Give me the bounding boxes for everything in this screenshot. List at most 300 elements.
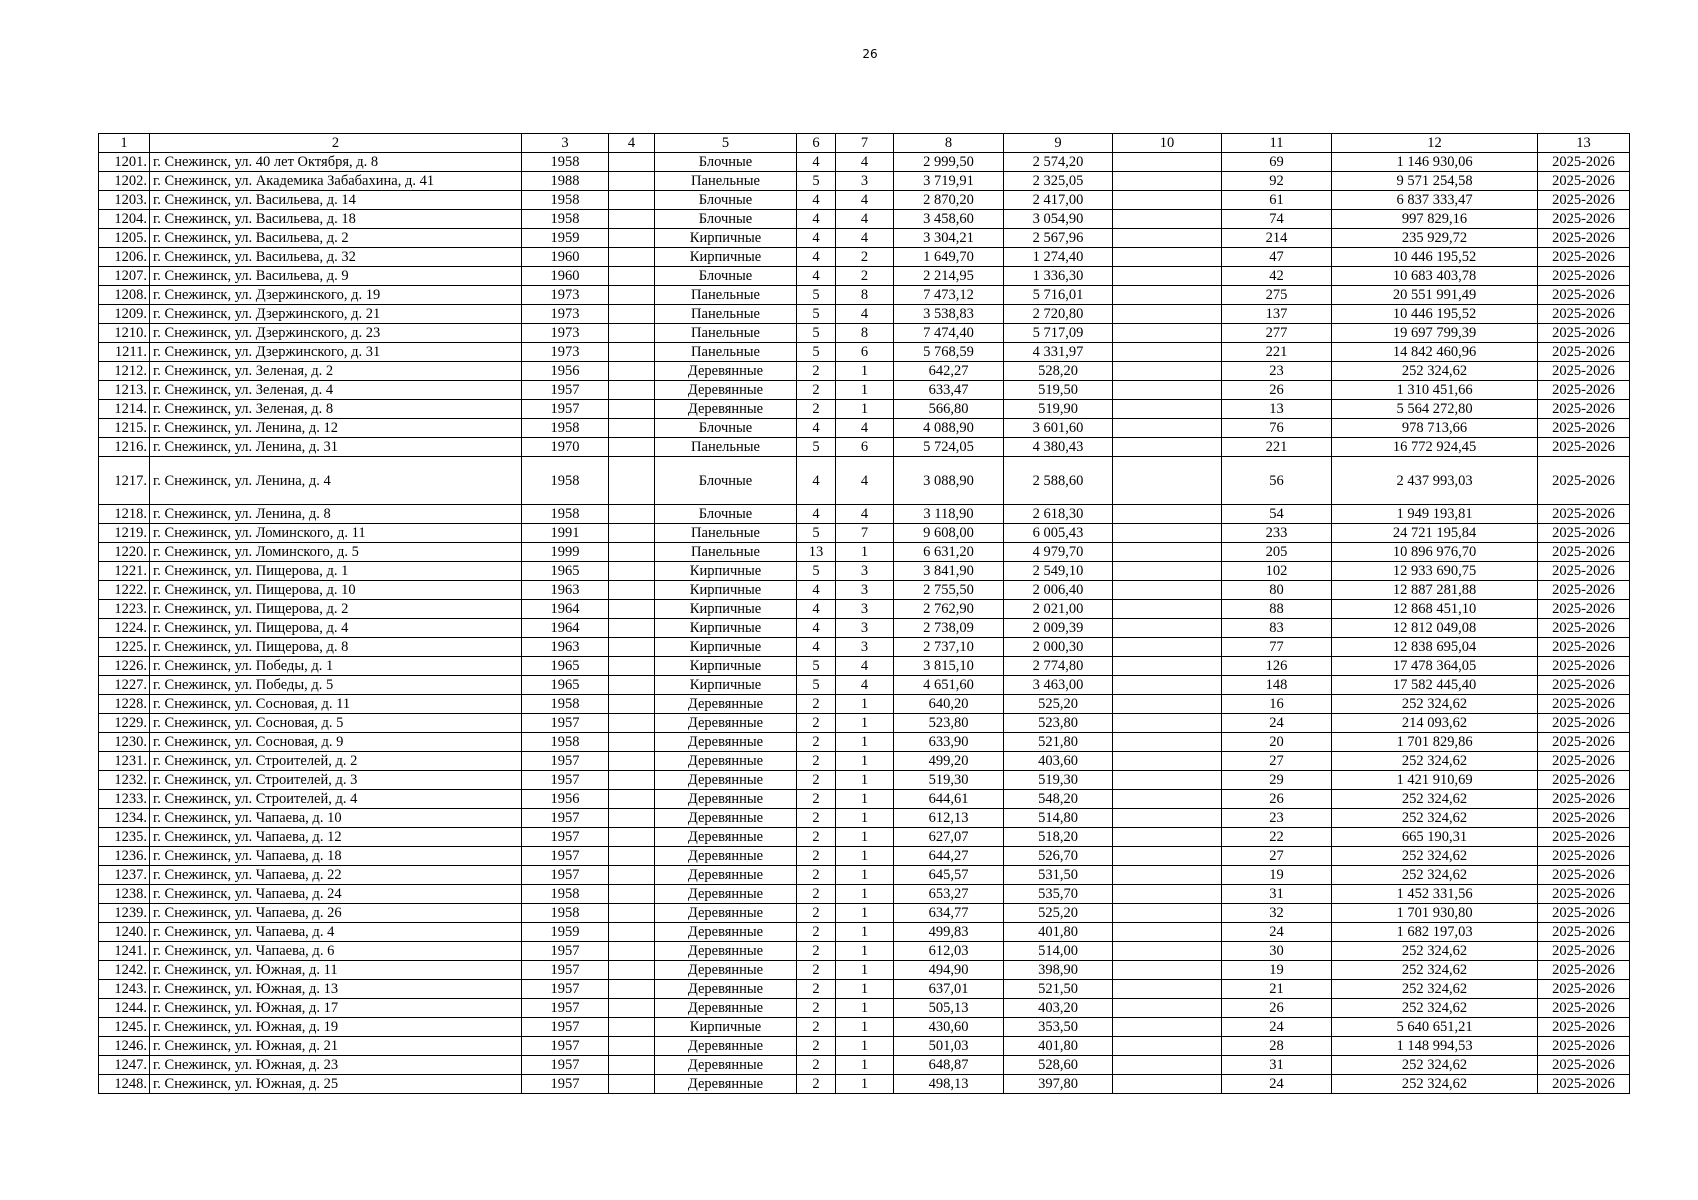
- table-cell: 233: [1222, 524, 1332, 543]
- table-cell: 2 618,30: [1004, 505, 1113, 524]
- table-cell: г. Снежинск, ул. Сосновая, д. 5: [150, 714, 522, 733]
- table-cell: [609, 695, 655, 714]
- table-cell: 1: [836, 942, 894, 961]
- table-cell: 2025-2026: [1538, 438, 1630, 457]
- table-cell: 1234.: [99, 809, 150, 828]
- table-cell: 523,80: [1004, 714, 1113, 733]
- table-cell: г. Снежинск, ул. Ленина, д. 4: [150, 457, 522, 505]
- table-cell: [609, 343, 655, 362]
- table-cell: 1: [836, 923, 894, 942]
- table-cell: 1988: [522, 172, 609, 191]
- table-cell: Блочные: [655, 505, 797, 524]
- table-cell: [609, 790, 655, 809]
- table-cell: 2 762,90: [894, 600, 1004, 619]
- table-cell: 2025-2026: [1538, 999, 1630, 1018]
- table-cell: 1963: [522, 638, 609, 657]
- table-cell: 1214.: [99, 400, 150, 419]
- table-cell: 1958: [522, 191, 609, 210]
- table-cell: 2 021,00: [1004, 600, 1113, 619]
- table-cell: 1956: [522, 790, 609, 809]
- table-cell: Кирпичные: [655, 562, 797, 581]
- table-cell: 17 478 364,05: [1332, 657, 1538, 676]
- table-cell: 3: [836, 600, 894, 619]
- table-cell: 519,90: [1004, 400, 1113, 419]
- table-cell: 252 324,62: [1332, 942, 1538, 961]
- table-cell: Кирпичные: [655, 619, 797, 638]
- table-cell: [1113, 381, 1222, 400]
- table-cell: Панельные: [655, 524, 797, 543]
- table-cell: 56: [1222, 457, 1332, 505]
- table-cell: г. Снежинск, ул. Васильева, д. 14: [150, 191, 522, 210]
- table-cell: 644,61: [894, 790, 1004, 809]
- table-cell: г. Снежинск, ул. Южная, д. 13: [150, 980, 522, 999]
- table-cell: [1113, 324, 1222, 343]
- table-cell: [1113, 543, 1222, 562]
- table-cell: 2 006,40: [1004, 581, 1113, 600]
- table-cell: [1113, 752, 1222, 771]
- table-cell: 1958: [522, 419, 609, 438]
- table-cell: 1: [836, 847, 894, 866]
- table-row: [99, 942, 1630, 961]
- table-cell: 3: [836, 619, 894, 638]
- table-cell: 2025-2026: [1538, 229, 1630, 248]
- table-cell: 61: [1222, 191, 1332, 210]
- table-cell: 645,57: [894, 866, 1004, 885]
- table-cell: [609, 457, 655, 505]
- table-row: [99, 695, 1630, 714]
- table-cell: г. Снежинск, ул. Победы, д. 5: [150, 676, 522, 695]
- table-cell: 26: [1222, 790, 1332, 809]
- table-cell: [1113, 904, 1222, 923]
- table-cell: 12 887 281,88: [1332, 581, 1538, 600]
- table-cell: 126: [1222, 657, 1332, 676]
- table-row: [99, 305, 1630, 324]
- table-cell: г. Снежинск, ул. Чапаева, д. 4: [150, 923, 522, 942]
- table-cell: 6 631,20: [894, 543, 1004, 562]
- table-cell: 997 829,16: [1332, 210, 1538, 229]
- table-cell: [1113, 343, 1222, 362]
- table-cell: г. Снежинск, ул. Южная, д. 11: [150, 961, 522, 980]
- table-cell: [609, 362, 655, 381]
- table-cell: 2025-2026: [1538, 305, 1630, 324]
- table-cell: 644,27: [894, 847, 1004, 866]
- table-cell: [609, 828, 655, 847]
- table-cell: [609, 923, 655, 942]
- table-cell: г. Снежинск, ул. Южная, д. 23: [150, 1056, 522, 1075]
- table-row: [99, 657, 1630, 676]
- table-cell: 1233.: [99, 790, 150, 809]
- table-cell: 5 768,59: [894, 343, 1004, 362]
- table-cell: Деревянные: [655, 714, 797, 733]
- table-cell: [1113, 885, 1222, 904]
- table-cell: 1973: [522, 305, 609, 324]
- table-cell: 1 452 331,56: [1332, 885, 1538, 904]
- table-row: [99, 866, 1630, 885]
- table-cell: 401,80: [1004, 1037, 1113, 1056]
- table-cell: 47: [1222, 248, 1332, 267]
- table-cell: 3 815,10: [894, 657, 1004, 676]
- table-cell: 1243.: [99, 980, 150, 999]
- table-cell: 1225.: [99, 638, 150, 657]
- table-cell: 4: [797, 638, 836, 657]
- table-cell: [1113, 191, 1222, 210]
- table-cell: 1215.: [99, 419, 150, 438]
- table-cell: 5 564 272,80: [1332, 400, 1538, 419]
- table-cell: 28: [1222, 1037, 1332, 1056]
- table-cell: [609, 942, 655, 961]
- table-cell: 4: [836, 457, 894, 505]
- table-cell: Кирпичные: [655, 657, 797, 676]
- table-cell: 1958: [522, 885, 609, 904]
- table-cell: 1957: [522, 1037, 609, 1056]
- table-cell: 1 310 451,66: [1332, 381, 1538, 400]
- column-header: 7: [836, 134, 894, 153]
- table-cell: 2025-2026: [1538, 1037, 1630, 1056]
- table-cell: 1209.: [99, 305, 150, 324]
- table-cell: 1960: [522, 267, 609, 286]
- table-cell: [609, 172, 655, 191]
- table-cell: 4: [797, 505, 836, 524]
- table-cell: Деревянные: [655, 752, 797, 771]
- table-cell: Деревянные: [655, 809, 797, 828]
- table-cell: 1: [836, 1018, 894, 1037]
- table-cell: 5: [797, 324, 836, 343]
- table-cell: 5: [797, 438, 836, 457]
- table-row: [99, 828, 1630, 847]
- table-cell: [1113, 733, 1222, 752]
- table-cell: г. Снежинск, ул. Зеленая, д. 2: [150, 362, 522, 381]
- table-cell: 2025-2026: [1538, 980, 1630, 999]
- table-cell: 3 719,91: [894, 172, 1004, 191]
- table-cell: 1960: [522, 248, 609, 267]
- table-cell: 1 274,40: [1004, 248, 1113, 267]
- table-cell: 1208.: [99, 286, 150, 305]
- table-cell: 1 148 994,53: [1332, 1037, 1538, 1056]
- table-cell: 1241.: [99, 942, 150, 961]
- table-cell: 13: [797, 543, 836, 562]
- table-cell: 2 870,20: [894, 191, 1004, 210]
- table-cell: 2025-2026: [1538, 657, 1630, 676]
- table-cell: 1957: [522, 1075, 609, 1094]
- table-cell: 3: [836, 638, 894, 657]
- table-cell: 2: [797, 904, 836, 923]
- table-cell: Деревянные: [655, 362, 797, 381]
- table-cell: 6 005,43: [1004, 524, 1113, 543]
- table-cell: 2025-2026: [1538, 619, 1630, 638]
- table-cell: 2025-2026: [1538, 505, 1630, 524]
- table-cell: 1958: [522, 505, 609, 524]
- table-cell: 2025-2026: [1538, 248, 1630, 267]
- table-cell: 252 324,62: [1332, 847, 1538, 866]
- table-cell: 2025-2026: [1538, 961, 1630, 980]
- table-cell: 6: [836, 438, 894, 457]
- table-cell: 528,20: [1004, 362, 1113, 381]
- table-cell: [1113, 286, 1222, 305]
- table-cell: 633,47: [894, 381, 1004, 400]
- table-cell: 2: [797, 885, 836, 904]
- table-cell: Деревянные: [655, 942, 797, 961]
- table-cell: 634,77: [894, 904, 1004, 923]
- table-cell: 1957: [522, 1056, 609, 1075]
- table-cell: [609, 714, 655, 733]
- table-cell: Блочные: [655, 267, 797, 286]
- table-cell: 14 842 460,96: [1332, 343, 1538, 362]
- table-cell: 1232.: [99, 771, 150, 790]
- table-cell: 1235.: [99, 828, 150, 847]
- table-cell: 2 567,96: [1004, 229, 1113, 248]
- table-cell: 548,20: [1004, 790, 1113, 809]
- table-cell: 1: [836, 828, 894, 847]
- table-cell: 76: [1222, 419, 1332, 438]
- table-cell: 2025-2026: [1538, 904, 1630, 923]
- table-cell: 403,20: [1004, 999, 1113, 1018]
- column-header: 11: [1222, 134, 1332, 153]
- table-cell: 498,13: [894, 1075, 1004, 1094]
- table-cell: 19: [1222, 866, 1332, 885]
- table-cell: 2: [797, 695, 836, 714]
- column-header: 2: [150, 134, 522, 153]
- table-cell: г. Снежинск, ул. Ленина, д. 8: [150, 505, 522, 524]
- table-row: [99, 1056, 1630, 1075]
- table-cell: Панельные: [655, 324, 797, 343]
- table-cell: [1113, 771, 1222, 790]
- table-cell: [1113, 267, 1222, 286]
- table-cell: [609, 153, 655, 172]
- table-cell: [1113, 305, 1222, 324]
- table-cell: г. Снежинск, ул. Сосновая, д. 11: [150, 695, 522, 714]
- table-cell: 2025-2026: [1538, 172, 1630, 191]
- table-cell: 4 979,70: [1004, 543, 1113, 562]
- table-cell: Панельные: [655, 438, 797, 457]
- table-cell: 252 324,62: [1332, 1075, 1538, 1094]
- table-cell: 252 324,62: [1332, 362, 1538, 381]
- table-row: [99, 419, 1630, 438]
- table-row: [99, 505, 1630, 524]
- table-cell: 2: [797, 714, 836, 733]
- table-cell: 3: [836, 562, 894, 581]
- table-cell: 1212.: [99, 362, 150, 381]
- table-cell: г. Снежинск, ул. Дзержинского, д. 23: [150, 324, 522, 343]
- table-row: [99, 999, 1630, 1018]
- table-cell: 5: [797, 343, 836, 362]
- table-cell: 13: [1222, 400, 1332, 419]
- table-cell: Панельные: [655, 305, 797, 324]
- table-cell: Кирпичные: [655, 676, 797, 695]
- table-cell: Деревянные: [655, 381, 797, 400]
- table-cell: 4: [797, 619, 836, 638]
- table-cell: 519,30: [894, 771, 1004, 790]
- table-cell: 4: [797, 581, 836, 600]
- table-cell: 2 417,00: [1004, 191, 1113, 210]
- table-cell: 1216.: [99, 438, 150, 457]
- table-cell: [609, 381, 655, 400]
- table-cell: 2: [797, 733, 836, 752]
- table-cell: 2025-2026: [1538, 790, 1630, 809]
- table-cell: 521,50: [1004, 980, 1113, 999]
- table-cell: [1113, 828, 1222, 847]
- table-row: [99, 752, 1630, 771]
- table-cell: 1: [836, 866, 894, 885]
- table-cell: 252 324,62: [1332, 961, 1538, 980]
- table-cell: 627,07: [894, 828, 1004, 847]
- table-cell: 12 933 690,75: [1332, 562, 1538, 581]
- table-cell: 24: [1222, 1018, 1332, 1037]
- table-cell: Деревянные: [655, 1056, 797, 1075]
- table-cell: [609, 904, 655, 923]
- table-cell: 9 608,00: [894, 524, 1004, 543]
- table-cell: 2: [797, 866, 836, 885]
- table-cell: Кирпичные: [655, 229, 797, 248]
- table-cell: [1113, 1056, 1222, 1075]
- table-cell: 2: [797, 1037, 836, 1056]
- table-cell: [609, 505, 655, 524]
- table-cell: 1: [836, 809, 894, 828]
- table-cell: Деревянные: [655, 1037, 797, 1056]
- table-cell: 1: [836, 1056, 894, 1075]
- table-cell: 9 571 254,58: [1332, 172, 1538, 191]
- table-cell: [609, 419, 655, 438]
- table-cell: 5: [797, 676, 836, 695]
- table-body: [99, 153, 1630, 1094]
- table-cell: 252 324,62: [1332, 790, 1538, 809]
- table-cell: 1223.: [99, 600, 150, 619]
- table-cell: 252 324,62: [1332, 695, 1538, 714]
- table-cell: 2: [797, 961, 836, 980]
- table-cell: 1: [836, 733, 894, 752]
- table-cell: 499,20: [894, 752, 1004, 771]
- table-cell: 83: [1222, 619, 1332, 638]
- table-row: [99, 562, 1630, 581]
- table-cell: 12 838 695,04: [1332, 638, 1538, 657]
- table-cell: 77: [1222, 638, 1332, 657]
- table-cell: [1113, 866, 1222, 885]
- table-cell: 1959: [522, 229, 609, 248]
- table-cell: Панельные: [655, 343, 797, 362]
- table-cell: 1957: [522, 866, 609, 885]
- table-cell: 10 446 195,52: [1332, 248, 1538, 267]
- table-cell: 4 380,43: [1004, 438, 1113, 457]
- table-cell: 2025-2026: [1538, 543, 1630, 562]
- table-cell: 1957: [522, 980, 609, 999]
- table-cell: 4 088,90: [894, 419, 1004, 438]
- table-cell: г. Снежинск, ул. Пищерова, д. 1: [150, 562, 522, 581]
- table-cell: 2025-2026: [1538, 1018, 1630, 1037]
- table-row: [99, 229, 1630, 248]
- table-cell: 23: [1222, 362, 1332, 381]
- table-cell: 1957: [522, 771, 609, 790]
- table-cell: г. Снежинск, ул. Ломинского, д. 5: [150, 543, 522, 562]
- table-cell: [609, 1018, 655, 1037]
- table-cell: г. Снежинск, ул. Южная, д. 21: [150, 1037, 522, 1056]
- table-cell: [1113, 153, 1222, 172]
- table-cell: 2025-2026: [1538, 286, 1630, 305]
- table-cell: 1244.: [99, 999, 150, 1018]
- table-cell: 252 324,62: [1332, 752, 1538, 771]
- table-cell: 92: [1222, 172, 1332, 191]
- table-cell: [1113, 172, 1222, 191]
- table-cell: г. Снежинск, ул. Чапаева, д. 22: [150, 866, 522, 885]
- table-cell: [1113, 676, 1222, 695]
- table-cell: 494,90: [894, 961, 1004, 980]
- column-header: 5: [655, 134, 797, 153]
- table-cell: 1964: [522, 600, 609, 619]
- table-cell: [1113, 657, 1222, 676]
- table-cell: 31: [1222, 885, 1332, 904]
- table-cell: [609, 1056, 655, 1075]
- table-cell: 1957: [522, 1018, 609, 1037]
- table-cell: 2025-2026: [1538, 524, 1630, 543]
- table-cell: [609, 286, 655, 305]
- table-row: [99, 172, 1630, 191]
- table-cell: [609, 191, 655, 210]
- table-cell: 10 896 976,70: [1332, 543, 1538, 562]
- table-cell: Блочные: [655, 210, 797, 229]
- table-cell: [609, 733, 655, 752]
- table-cell: 3 304,21: [894, 229, 1004, 248]
- column-header: 6: [797, 134, 836, 153]
- table-cell: г. Снежинск, ул. Южная, д. 19: [150, 1018, 522, 1037]
- table-cell: [609, 619, 655, 638]
- table-cell: г. Снежинск, ул. Чапаева, д. 12: [150, 828, 522, 847]
- table-row: [99, 847, 1630, 866]
- table-cell: г. Снежинск, ул. Пищерова, д. 10: [150, 581, 522, 600]
- table-cell: 1247.: [99, 1056, 150, 1075]
- table-cell: 1958: [522, 904, 609, 923]
- table-row: [99, 1018, 1630, 1037]
- table-cell: г. Снежинск, ул. Строителей, д. 4: [150, 790, 522, 809]
- table-cell: 5: [797, 524, 836, 543]
- table-row: [99, 210, 1630, 229]
- table-cell: 2 009,39: [1004, 619, 1113, 638]
- table-cell: 19: [1222, 961, 1332, 980]
- table-row: [99, 524, 1630, 543]
- table-cell: г. Снежинск, ул. Чапаева, д. 10: [150, 809, 522, 828]
- table-cell: 16 772 924,45: [1332, 438, 1538, 457]
- table-cell: [1113, 942, 1222, 961]
- table-cell: г. Снежинск, ул. Чапаева, д. 26: [150, 904, 522, 923]
- table-cell: 221: [1222, 438, 1332, 457]
- table-cell: 3: [836, 581, 894, 600]
- table-cell: 5: [797, 562, 836, 581]
- column-header: 10: [1113, 134, 1222, 153]
- table-cell: 1: [836, 695, 894, 714]
- table-cell: 1: [836, 980, 894, 999]
- table-cell: 2: [797, 999, 836, 1018]
- table-cell: 1958: [522, 733, 609, 752]
- table-row: [99, 923, 1630, 942]
- table-cell: 518,20: [1004, 828, 1113, 847]
- table-cell: 2025-2026: [1538, 885, 1630, 904]
- column-header: 13: [1538, 134, 1630, 153]
- table-cell: 235 929,72: [1332, 229, 1538, 248]
- table-cell: 1957: [522, 847, 609, 866]
- table-row: [99, 619, 1630, 638]
- table-cell: 1: [836, 714, 894, 733]
- table-cell: г. Снежинск, ул. Васильева, д. 32: [150, 248, 522, 267]
- table-cell: 1204.: [99, 210, 150, 229]
- table-cell: Деревянные: [655, 885, 797, 904]
- table-cell: [1113, 362, 1222, 381]
- table-cell: 1957: [522, 942, 609, 961]
- table-row: [99, 381, 1630, 400]
- table-cell: Кирпичные: [655, 600, 797, 619]
- table-cell: Кирпичные: [655, 581, 797, 600]
- table-cell: [609, 324, 655, 343]
- table-cell: [1113, 619, 1222, 638]
- table-cell: 148: [1222, 676, 1332, 695]
- table-cell: Деревянные: [655, 733, 797, 752]
- table-cell: 1227.: [99, 676, 150, 695]
